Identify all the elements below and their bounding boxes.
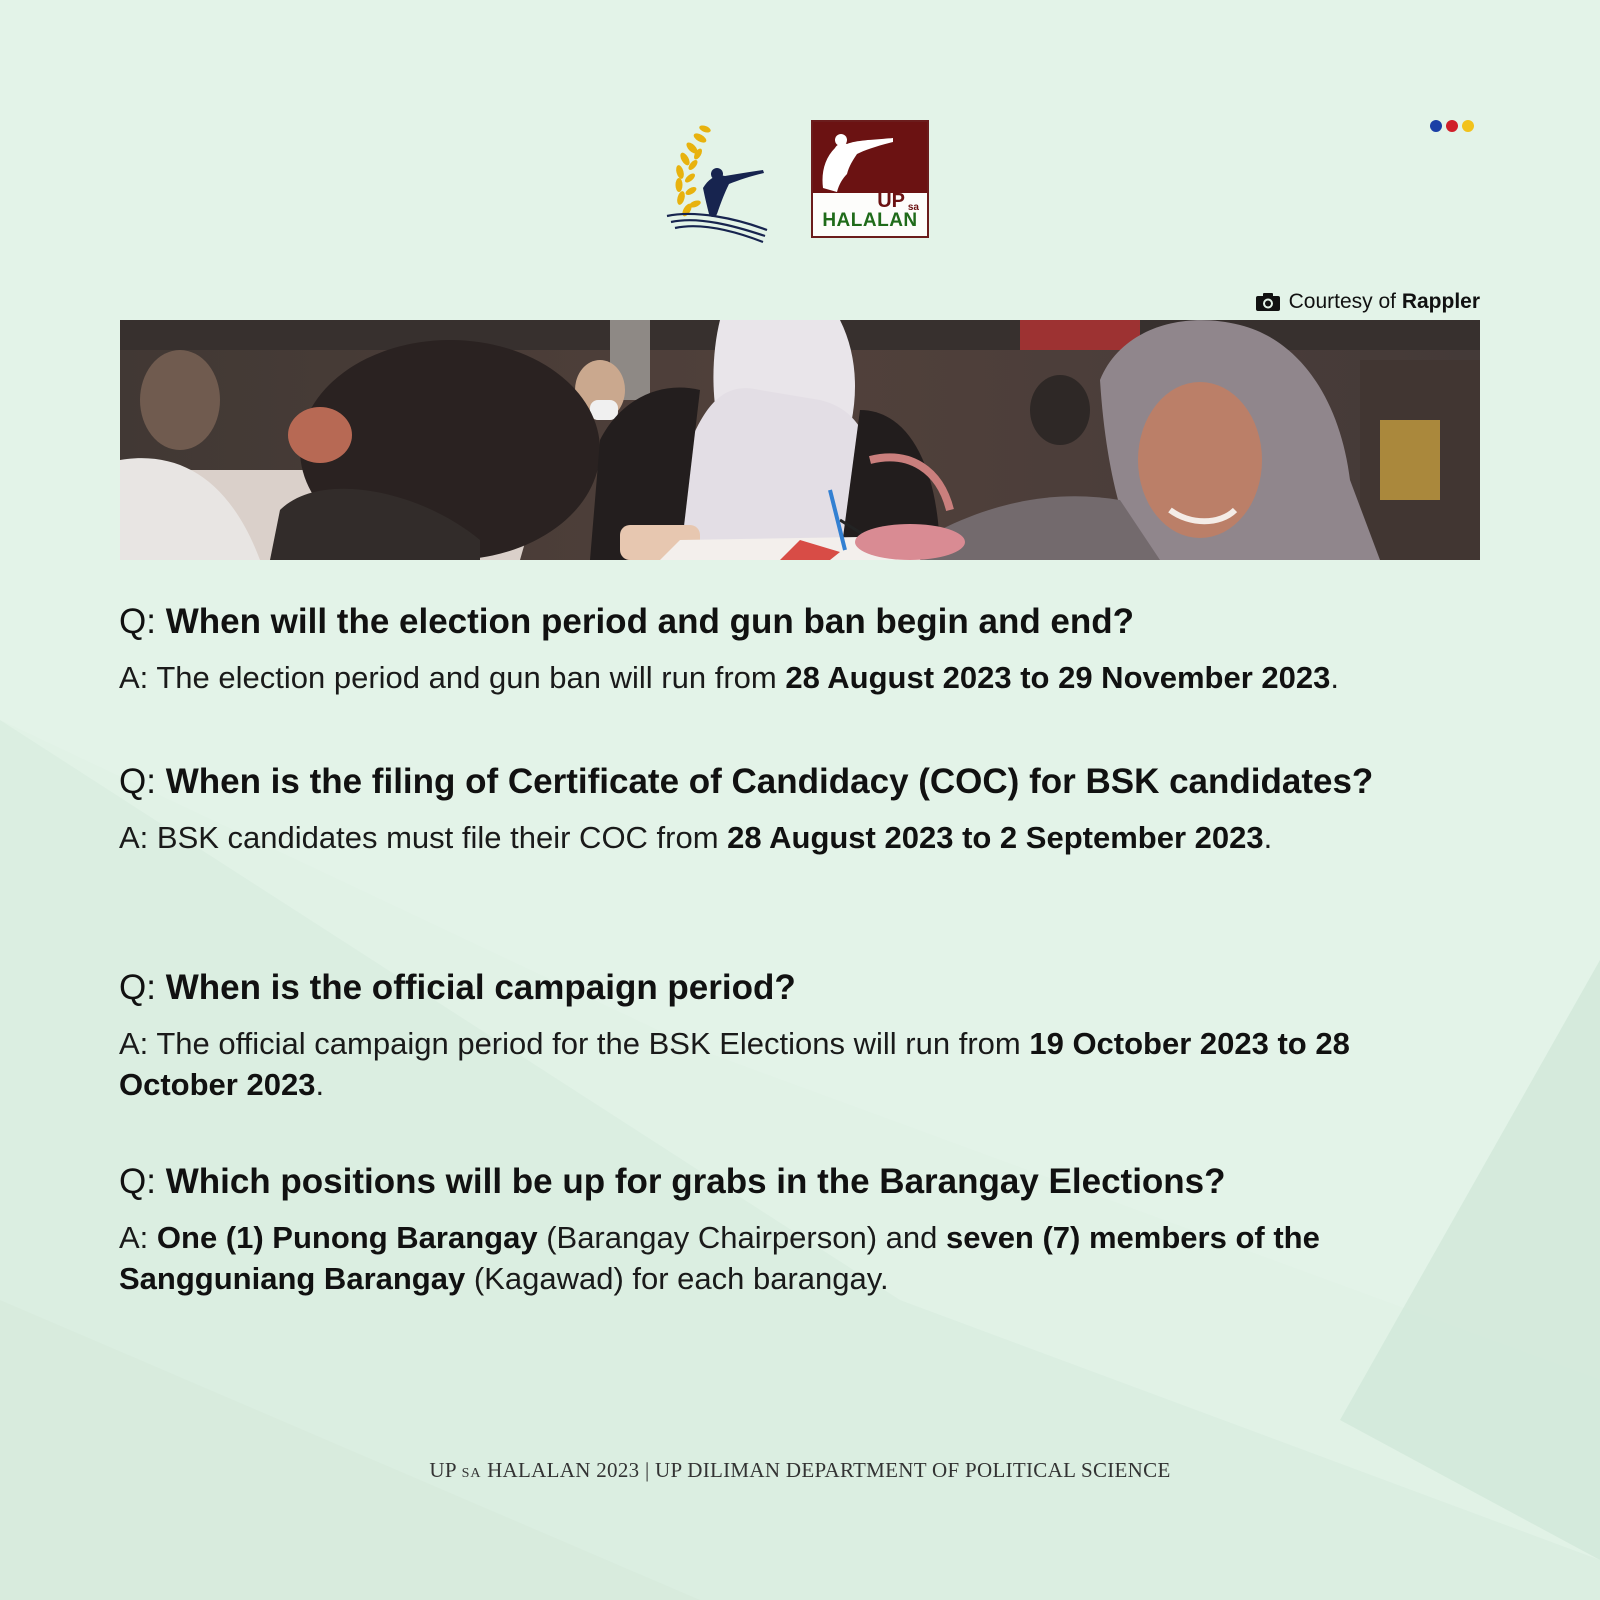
faq-item-2: [119, 758, 1449, 858]
faq-question: Q: When is the official campaign period?: [119, 968, 796, 1007]
up-sa-halalan-logo: [811, 120, 929, 238]
faq-item-3: [119, 964, 1449, 1105]
dot-blue: [1430, 120, 1442, 132]
logos: [665, 118, 935, 244]
credit-prefix: Courtesy of: [1288, 290, 1402, 313]
tricolor-dots: [1430, 120, 1474, 132]
photo-credit: [1255, 290, 1480, 314]
faq-question: Q: When will the election period and gun ban begin and end?: [119, 602, 1135, 641]
camera-icon: [1255, 292, 1281, 312]
logo-sa-text: sa: [907, 202, 919, 213]
photo-illustration: [120, 320, 1480, 560]
faq-answer: A: The official campaign period for the BSK Elections will run from 19 October 2023 to 28 October 2023.: [119, 1026, 1350, 1102]
footer-text: UP SA HALALAN 2023 | UP DILIMAN DEPARTMENT OF POLITICAL SCIENCE: [429, 1458, 1171, 1482]
faq-item-4: [119, 1158, 1449, 1299]
faq-question: Q: When is the filing of Certificate of Candidacy (COC) for BSK candidates?: [119, 762, 1374, 801]
faq-answer: A: The election period and gun ban will run from 28 August 2023 to 29 November 2023.: [119, 660, 1339, 695]
dot-yellow: [1462, 120, 1474, 132]
credit-source: Rappler: [1401, 290, 1480, 313]
logo-halalan-text: HALALAN: [822, 210, 918, 231]
voter-registration-photo: [120, 320, 1480, 560]
up-oblation-laurel-logo: [665, 118, 775, 244]
faq-answer: A: BSK candidates must file their COC from 28 August 2023 to 2 September 2023.: [119, 820, 1273, 855]
dot-red: [1446, 120, 1458, 132]
faq-answer: A: One (1) Punong Barangay (Barangay Chairperson) and seven (7) members of the Sangguniang Barangay (Kagawad) for each barangay.: [119, 1220, 1320, 1296]
faq-item-1: [119, 598, 1449, 698]
logo-up-text: UP: [877, 190, 905, 212]
faq-question: Q: Which positions will be up for grabs in the Barangay Elections?: [119, 1162, 1226, 1201]
